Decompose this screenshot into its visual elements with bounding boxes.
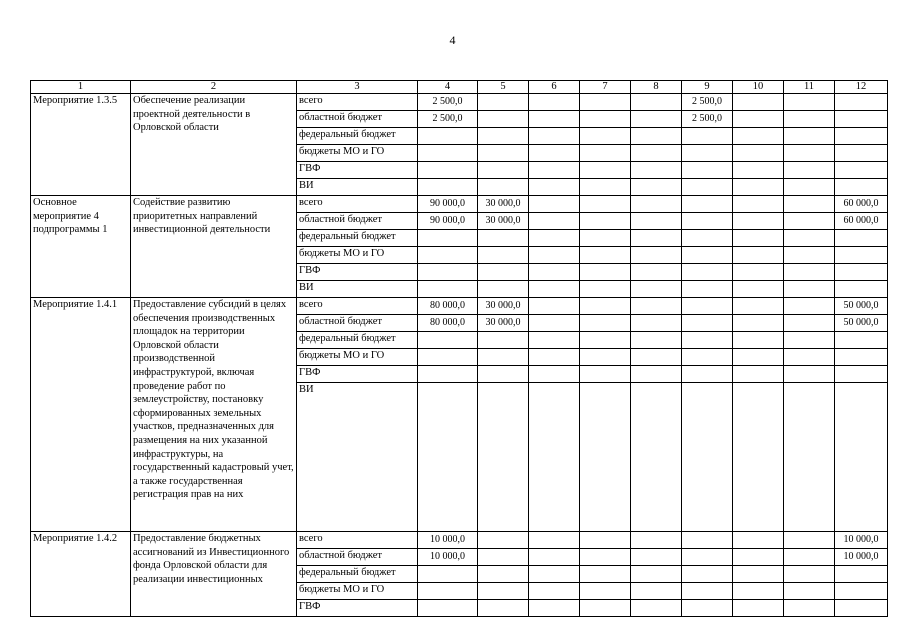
- amount-cell: [529, 383, 580, 532]
- amount-cell: [418, 600, 478, 617]
- funding-source: бюджеты МО и ГО: [297, 145, 418, 162]
- amount-cell: [478, 566, 529, 583]
- amount-cell: [784, 315, 835, 332]
- amount-cell: [682, 549, 733, 566]
- amount-cell: [682, 349, 733, 366]
- amount-cell: 2 500,0: [682, 94, 733, 111]
- amount-cell: [733, 298, 784, 315]
- amount-cell: [478, 94, 529, 111]
- amount-cell: [631, 213, 682, 230]
- amount-cell: [418, 383, 478, 532]
- amount-cell: [733, 583, 784, 600]
- amount-cell: [478, 281, 529, 298]
- amount-cell: [478, 230, 529, 247]
- amount-cell: [733, 566, 784, 583]
- amount-cell: [835, 162, 888, 179]
- column-header: 7: [580, 81, 631, 94]
- amount-cell: [418, 162, 478, 179]
- column-header: 1: [31, 81, 131, 94]
- amount-cell: [682, 196, 733, 213]
- amount-cell: 90 000,0: [418, 196, 478, 213]
- amount-cell: [631, 111, 682, 128]
- amount-cell: [835, 247, 888, 264]
- amount-cell: 2 500,0: [418, 94, 478, 111]
- amount-cell: [835, 281, 888, 298]
- funding-source: областной бюджет: [297, 111, 418, 128]
- funding-source: федеральный бюджет: [297, 332, 418, 349]
- amount-cell: [580, 583, 631, 600]
- amount-cell: [733, 162, 784, 179]
- amount-cell: [784, 196, 835, 213]
- funding-source: всего: [297, 196, 418, 213]
- amount-cell: [418, 281, 478, 298]
- column-header: 5: [478, 81, 529, 94]
- amount-cell: [835, 264, 888, 281]
- amount-cell: 30 000,0: [478, 213, 529, 230]
- amount-cell: [733, 145, 784, 162]
- amount-cell: [682, 566, 733, 583]
- activity-name: Предоставление субсидий в целях обеспечения производственных площадок на территории Орловской области производственной инфраструктурой, включая проведение работ по землеустройству, постановку сформированных земельных участков, предназначенных для размещения на них указанной инфраструктуры, на государственный кадастровый учет, а также государственная регистрация прав на них: [131, 298, 297, 532]
- table-row: [31, 196, 888, 213]
- amount-cell: [682, 600, 733, 617]
- amount-cell: [418, 332, 478, 349]
- funding-source: областной бюджет: [297, 315, 418, 332]
- amount-cell: [580, 111, 631, 128]
- amount-cell: [835, 332, 888, 349]
- funding-source: ВИ: [297, 281, 418, 298]
- amount-cell: 60 000,0: [835, 213, 888, 230]
- amount-cell: [733, 247, 784, 264]
- amount-cell: [631, 315, 682, 332]
- amount-cell: [580, 532, 631, 549]
- amount-cell: 90 000,0: [418, 213, 478, 230]
- amount-cell: [418, 566, 478, 583]
- amount-cell: [478, 264, 529, 281]
- amount-cell: [529, 600, 580, 617]
- amount-cell: [835, 366, 888, 383]
- amount-cell: [580, 196, 631, 213]
- funding-source: федеральный бюджет: [297, 128, 418, 145]
- amount-cell: [529, 315, 580, 332]
- funding-source: ВИ: [297, 383, 418, 532]
- amount-cell: [529, 145, 580, 162]
- amount-cell: [784, 566, 835, 583]
- amount-cell: [631, 162, 682, 179]
- amount-cell: [631, 532, 682, 549]
- amount-cell: [835, 179, 888, 196]
- amount-cell: [784, 332, 835, 349]
- column-header: 9: [682, 81, 733, 94]
- page-number: 4: [449, 33, 456, 47]
- amount-cell: [682, 315, 733, 332]
- amount-cell: [784, 366, 835, 383]
- amount-cell: [478, 366, 529, 383]
- amount-cell: [631, 366, 682, 383]
- amount-cell: [580, 128, 631, 145]
- amount-cell: [733, 196, 784, 213]
- amount-cell: 10 000,0: [418, 532, 478, 549]
- funding-source: бюджеты МО и ГО: [297, 583, 418, 600]
- amount-cell: [733, 315, 784, 332]
- amount-cell: [733, 366, 784, 383]
- amount-cell: [631, 230, 682, 247]
- amount-cell: [478, 600, 529, 617]
- amount-cell: [733, 281, 784, 298]
- amount-cell: 60 000,0: [835, 196, 888, 213]
- amount-cell: [733, 128, 784, 145]
- activity-name: Предоставление бюджетных ассигнований из Инвестиционного фонда Орловской области для реализации инвестиционных: [131, 532, 297, 617]
- amount-cell: 10 000,0: [835, 532, 888, 549]
- amount-cell: [580, 247, 631, 264]
- amount-cell: [733, 600, 784, 617]
- amount-cell: [835, 145, 888, 162]
- amount-cell: [529, 298, 580, 315]
- amount-cell: [580, 349, 631, 366]
- funding-source: всего: [297, 298, 418, 315]
- amount-cell: [529, 566, 580, 583]
- amount-cell: [784, 213, 835, 230]
- amount-cell: [529, 247, 580, 264]
- amount-cell: [529, 532, 580, 549]
- amount-cell: [529, 162, 580, 179]
- table-row: [31, 94, 888, 111]
- amount-cell: [631, 549, 682, 566]
- amount-cell: [835, 230, 888, 247]
- activity-name: Обеспечение реализации проектной деятельности в Орловской области: [131, 94, 297, 196]
- amount-cell: [682, 332, 733, 349]
- amount-cell: [478, 332, 529, 349]
- funding-source: федеральный бюджет: [297, 230, 418, 247]
- funding-source: бюджеты МО и ГО: [297, 349, 418, 366]
- amount-cell: [529, 281, 580, 298]
- amount-cell: [529, 128, 580, 145]
- funding-source: бюджеты МО и ГО: [297, 247, 418, 264]
- funding-source: ГВФ: [297, 264, 418, 281]
- funding-source: ГВФ: [297, 162, 418, 179]
- table-row: [31, 532, 888, 549]
- amount-cell: [418, 264, 478, 281]
- amount-cell: [529, 349, 580, 366]
- column-header: 8: [631, 81, 682, 94]
- amount-cell: [529, 332, 580, 349]
- amount-cell: [682, 213, 733, 230]
- amount-cell: [529, 196, 580, 213]
- amount-cell: [478, 179, 529, 196]
- activity-name: Содействие развитию приоритетных направлений инвестиционной деятельности: [131, 196, 297, 298]
- amount-cell: [784, 94, 835, 111]
- amount-cell: [784, 600, 835, 617]
- amount-cell: [478, 583, 529, 600]
- funding-source: ВИ: [297, 179, 418, 196]
- funding-source: областной бюджет: [297, 549, 418, 566]
- amount-cell: 2 500,0: [682, 111, 733, 128]
- amount-cell: [631, 264, 682, 281]
- amount-cell: [784, 298, 835, 315]
- funding-source: всего: [297, 94, 418, 111]
- amount-cell: [529, 366, 580, 383]
- table-body: [31, 94, 888, 617]
- amount-cell: [733, 549, 784, 566]
- amount-cell: [682, 281, 733, 298]
- amount-cell: [784, 264, 835, 281]
- amount-cell: [784, 145, 835, 162]
- amount-cell: [418, 247, 478, 264]
- amount-cell: [580, 230, 631, 247]
- amount-cell: [580, 566, 631, 583]
- amount-cell: [580, 298, 631, 315]
- amount-cell: [682, 264, 733, 281]
- amount-cell: [580, 281, 631, 298]
- amount-cell: [682, 145, 733, 162]
- amount-cell: 2 500,0: [418, 111, 478, 128]
- column-header: 6: [529, 81, 580, 94]
- amount-cell: [478, 549, 529, 566]
- amount-cell: [580, 383, 631, 532]
- amount-cell: [784, 111, 835, 128]
- amount-cell: [682, 298, 733, 315]
- amount-cell: 80 000,0: [418, 298, 478, 315]
- amount-cell: [682, 532, 733, 549]
- column-header: 10: [733, 81, 784, 94]
- column-header: 12: [835, 81, 888, 94]
- amount-cell: [580, 162, 631, 179]
- amount-cell: [478, 349, 529, 366]
- amount-cell: [478, 111, 529, 128]
- amount-cell: [580, 264, 631, 281]
- amount-cell: [418, 179, 478, 196]
- amount-cell: [580, 179, 631, 196]
- amount-cell: [733, 213, 784, 230]
- amount-cell: [478, 162, 529, 179]
- column-header: 11: [784, 81, 835, 94]
- amount-cell: [784, 532, 835, 549]
- amount-cell: [580, 366, 631, 383]
- column-header: 3: [297, 81, 418, 94]
- amount-cell: [580, 145, 631, 162]
- amount-cell: [682, 230, 733, 247]
- amount-cell: [835, 566, 888, 583]
- amount-cell: [733, 230, 784, 247]
- amount-cell: [631, 128, 682, 145]
- amount-cell: [733, 383, 784, 532]
- amount-cell: [631, 247, 682, 264]
- amount-cell: 30 000,0: [478, 315, 529, 332]
- amount-cell: [682, 128, 733, 145]
- activity-code: Мероприятие 1.3.5: [31, 94, 131, 196]
- amount-cell: [478, 532, 529, 549]
- amount-cell: [733, 349, 784, 366]
- amount-cell: 80 000,0: [418, 315, 478, 332]
- amount-cell: [784, 162, 835, 179]
- amount-cell: [682, 366, 733, 383]
- amount-cell: 10 000,0: [418, 549, 478, 566]
- activity-code: Мероприятие 1.4.1: [31, 298, 131, 532]
- amount-cell: [478, 128, 529, 145]
- amount-cell: 30 000,0: [478, 298, 529, 315]
- amount-cell: [784, 230, 835, 247]
- amount-cell: [631, 332, 682, 349]
- table-row: [31, 298, 888, 315]
- amount-cell: [733, 332, 784, 349]
- amount-cell: [784, 179, 835, 196]
- amount-cell: [478, 145, 529, 162]
- amount-cell: 50 000,0: [835, 315, 888, 332]
- amount-cell: 30 000,0: [478, 196, 529, 213]
- amount-cell: [529, 549, 580, 566]
- amount-cell: [580, 94, 631, 111]
- amount-cell: [418, 583, 478, 600]
- amount-cell: [418, 349, 478, 366]
- amount-cell: [631, 94, 682, 111]
- amount-cell: [835, 383, 888, 532]
- table-header: [31, 81, 888, 94]
- amount-cell: [835, 583, 888, 600]
- amount-cell: [418, 366, 478, 383]
- amount-cell: [631, 583, 682, 600]
- amount-cell: [682, 179, 733, 196]
- amount-cell: [529, 213, 580, 230]
- amount-cell: 50 000,0: [835, 298, 888, 315]
- amount-cell: [733, 94, 784, 111]
- amount-cell: [631, 196, 682, 213]
- amount-cell: [529, 111, 580, 128]
- amount-cell: [733, 264, 784, 281]
- amount-cell: [682, 162, 733, 179]
- amount-cell: [631, 145, 682, 162]
- amount-cell: [682, 247, 733, 264]
- amount-cell: [631, 566, 682, 583]
- amount-cell: [733, 532, 784, 549]
- amount-cell: [529, 179, 580, 196]
- amount-cell: [835, 600, 888, 617]
- amount-cell: [733, 179, 784, 196]
- amount-cell: [631, 281, 682, 298]
- amount-cell: [418, 128, 478, 145]
- amount-cell: [529, 583, 580, 600]
- funding-source: всего: [297, 532, 418, 549]
- amount-cell: [784, 383, 835, 532]
- amount-cell: 10 000,0: [835, 549, 888, 566]
- amount-cell: [631, 349, 682, 366]
- amount-cell: [418, 230, 478, 247]
- activity-code: Основное мероприятие 4 подпрограммы 1: [31, 196, 131, 298]
- amount-cell: [631, 179, 682, 196]
- amount-cell: [682, 583, 733, 600]
- amount-cell: [580, 213, 631, 230]
- amount-cell: [835, 349, 888, 366]
- amount-cell: [784, 349, 835, 366]
- column-header: 4: [418, 81, 478, 94]
- budget-table: [30, 80, 888, 617]
- amount-cell: [631, 600, 682, 617]
- funding-source: федеральный бюджет: [297, 566, 418, 583]
- amount-cell: [478, 383, 529, 532]
- amount-cell: [631, 298, 682, 315]
- amount-cell: [580, 332, 631, 349]
- amount-cell: [733, 111, 784, 128]
- amount-cell: [784, 549, 835, 566]
- amount-cell: [580, 600, 631, 617]
- amount-cell: [784, 583, 835, 600]
- amount-cell: [835, 94, 888, 111]
- amount-cell: [835, 128, 888, 145]
- amount-cell: [418, 145, 478, 162]
- amount-cell: [580, 549, 631, 566]
- amount-cell: [580, 315, 631, 332]
- amount-cell: [529, 264, 580, 281]
- amount-cell: [478, 247, 529, 264]
- amount-cell: [784, 247, 835, 264]
- funding-source: областной бюджет: [297, 213, 418, 230]
- amount-cell: [835, 111, 888, 128]
- column-header: 2: [131, 81, 297, 94]
- amount-cell: [784, 281, 835, 298]
- activity-code: Мероприятие 1.4.2: [31, 532, 131, 617]
- amount-cell: [682, 383, 733, 532]
- amount-cell: [529, 94, 580, 111]
- amount-cell: [631, 383, 682, 532]
- amount-cell: [529, 230, 580, 247]
- funding-source: ГВФ: [297, 366, 418, 383]
- funding-source: ГВФ: [297, 600, 418, 617]
- amount-cell: [784, 128, 835, 145]
